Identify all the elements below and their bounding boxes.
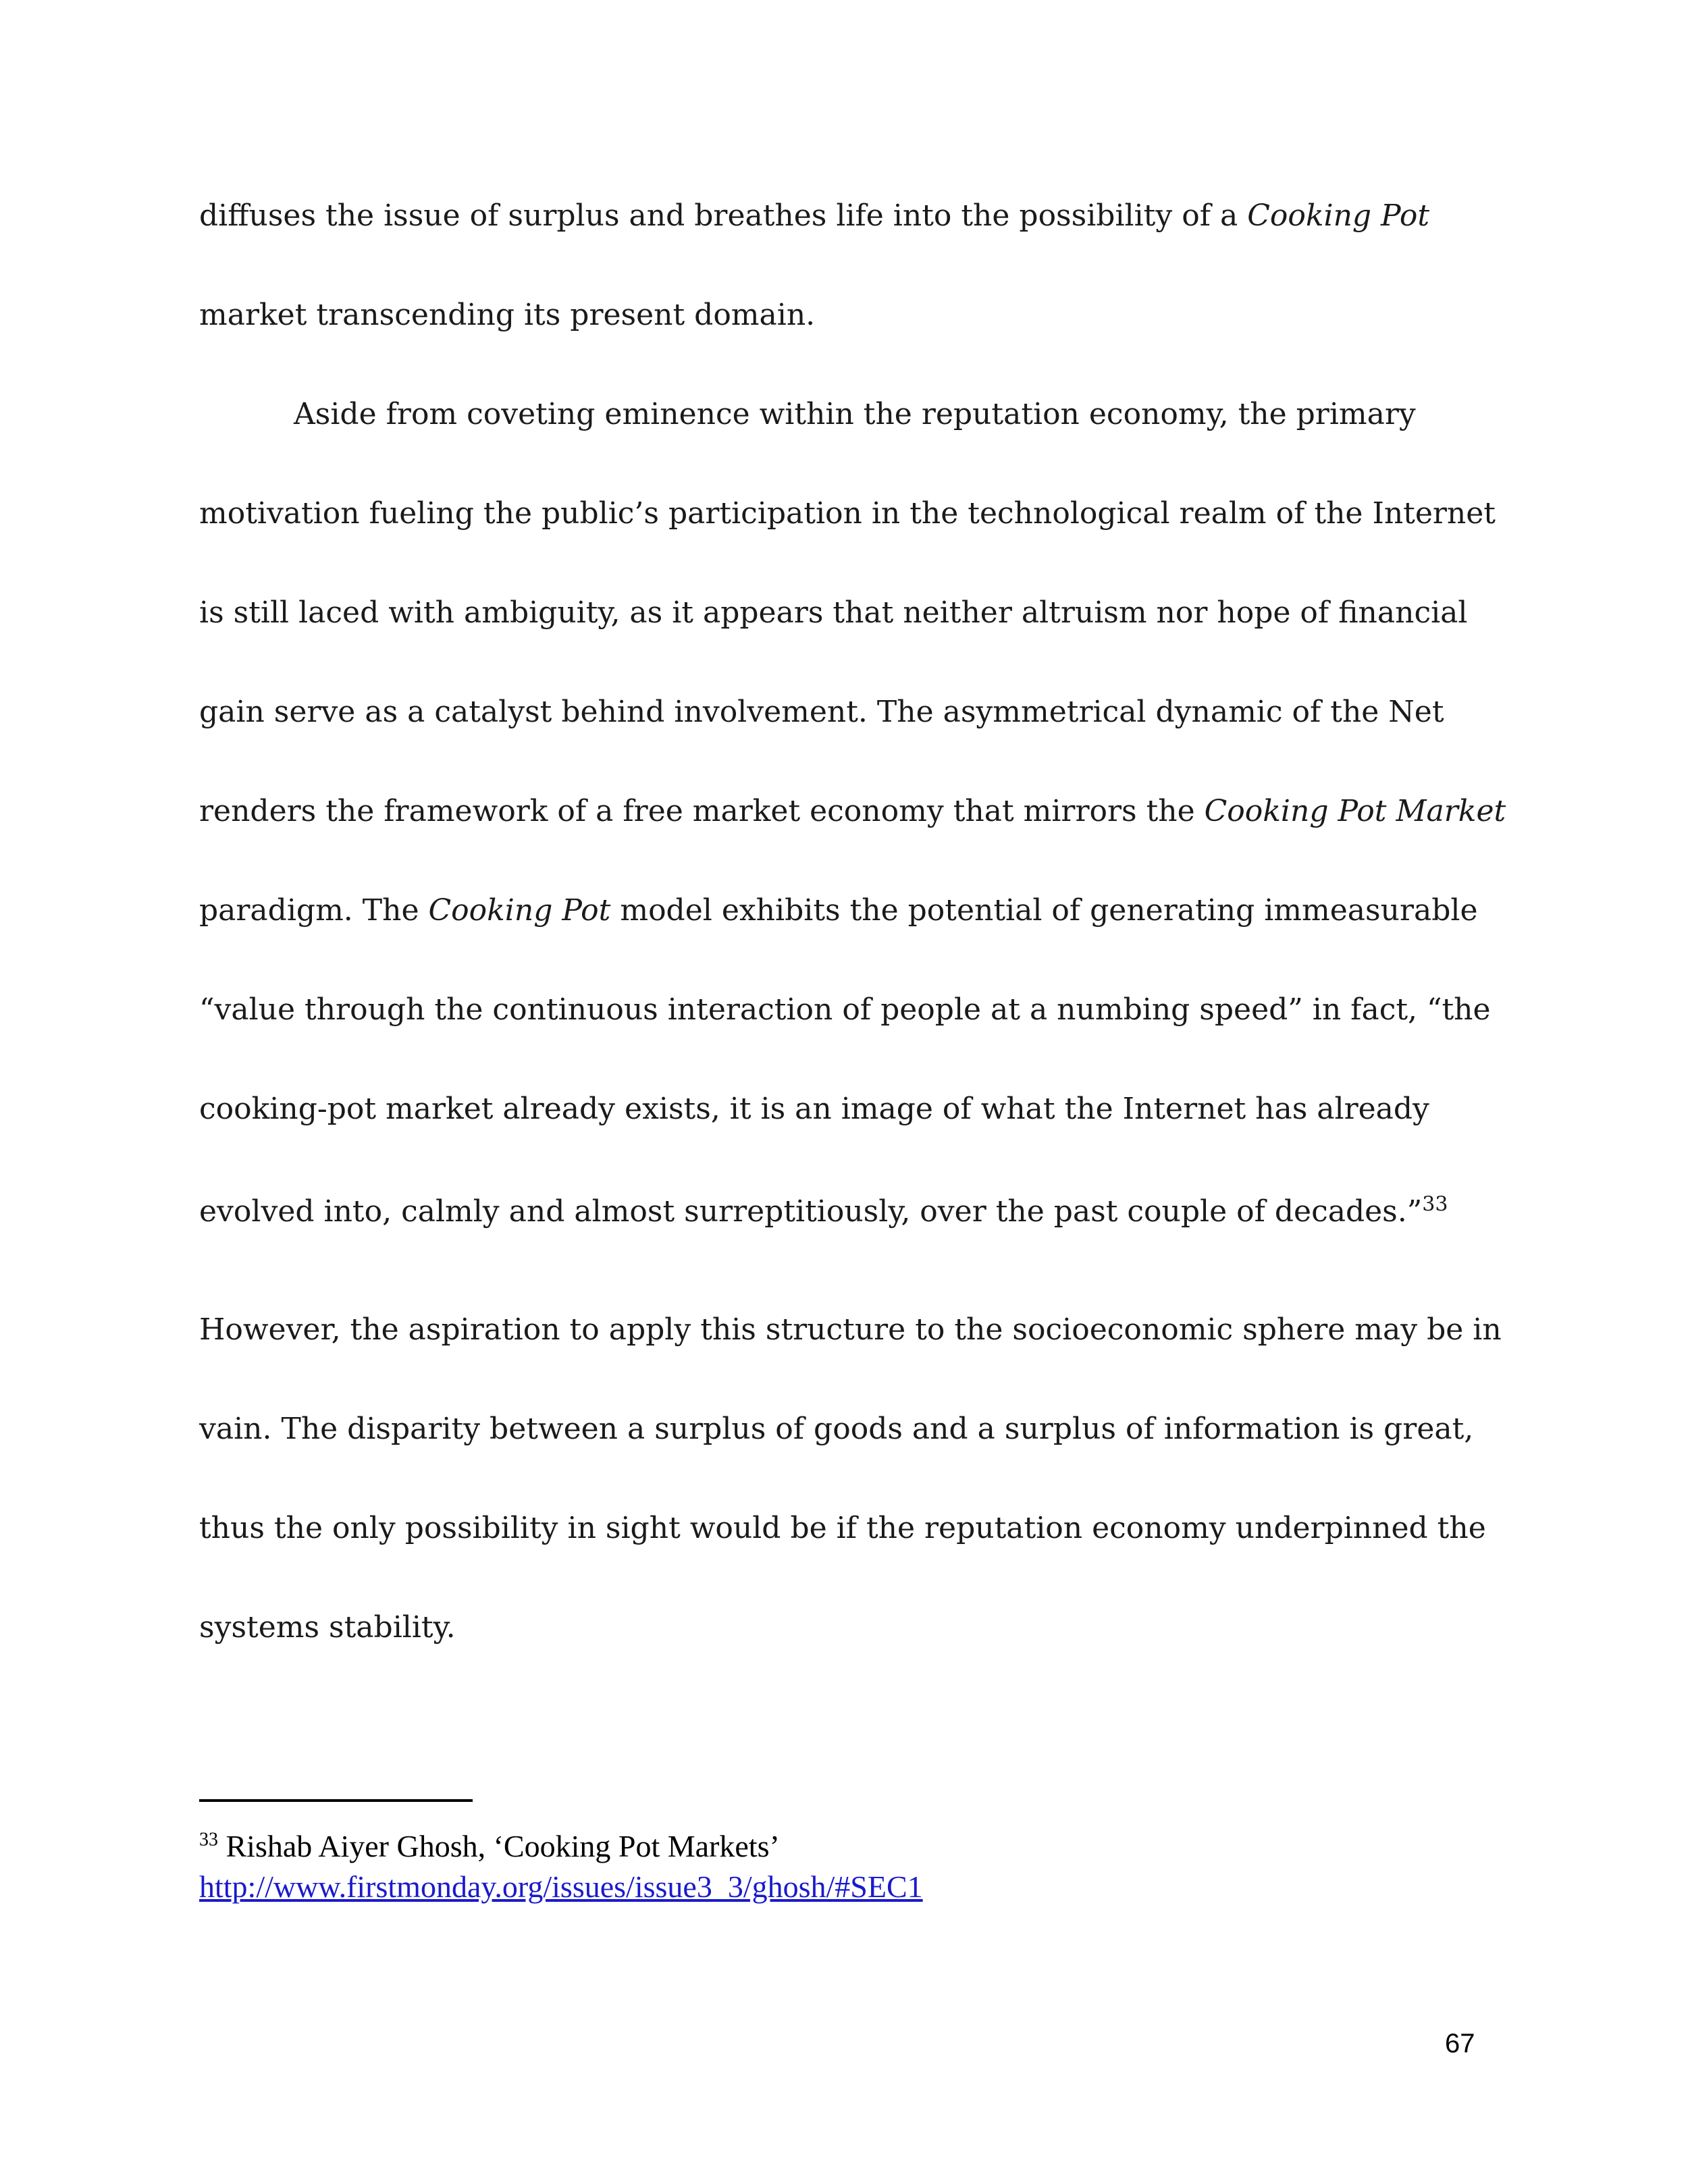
footnote-text: Rishab Aiyer Ghosh, ‘Cooking Pot Markets’ [218, 1829, 780, 1863]
emphasis: Cooking Pot Market [1204, 794, 1506, 828]
emphasis: Cooking Pot [1247, 198, 1430, 233]
text-line: renders the framework of a free market economy that mirrors the Cooking Pot Market [199, 794, 1506, 828]
text-line: However, the aspiration to apply this structure to the socioeconomic sphere may be in [199, 1312, 1502, 1347]
text-line: diffuses the issue of surplus and breathes life into the possibility of a Cooking Pot [199, 198, 1430, 233]
footnote-citation [199, 1826, 923, 1867]
footnote-reference[interactable]: 33 [1422, 1192, 1448, 1217]
text-line: vain. The disparity between a surplus of goods and a surplus of information is great, [199, 1412, 1474, 1446]
text-line: gain serve as a catalyst behind involvement. The asymmetrical dynamic of the Net [199, 695, 1444, 729]
text-line: is still laced with ambiguity, as it appears that neither altruism nor hope of financial [199, 595, 1468, 630]
footnote-number: 33 [199, 1829, 218, 1850]
text-line: systems stability. [199, 1610, 456, 1645]
text-line: motivation fueling the public’s participation in the technological realm of the Internet [199, 496, 1496, 531]
footnote-link[interactable]: http://www.firstmonday.org/issues/issue3_3/ghosh/#SEC1 [199, 1869, 923, 1904]
paragraph-start-line: Aside from coveting eminence within the reputation economy, the primary [294, 397, 1416, 431]
text-line: market transcending its present domain. [199, 298, 816, 332]
page-number: 67 [1445, 2029, 1475, 2058]
emphasis: Cooking Pot [428, 893, 611, 928]
text-line: thus the only possibility in sight would be if the reputation economy underpinned the [199, 1511, 1486, 1545]
text-line: cooking-pot market already exists, it is an image of what the Internet has already [199, 1092, 1429, 1126]
text-line: “value through the continuous interaction of people at a numbing speed” in fact, “the [199, 992, 1491, 1027]
text-line: paradigm. The Cooking Pot model exhibits the potential of generating immeasurable [199, 893, 1478, 928]
footnote [199, 1826, 923, 1907]
footnote-separator [199, 1799, 473, 1802]
text-line: evolved into, calmly and almost surreptitiously, over the past couple of decades.”$^{33}$ [199, 1192, 1448, 1229]
